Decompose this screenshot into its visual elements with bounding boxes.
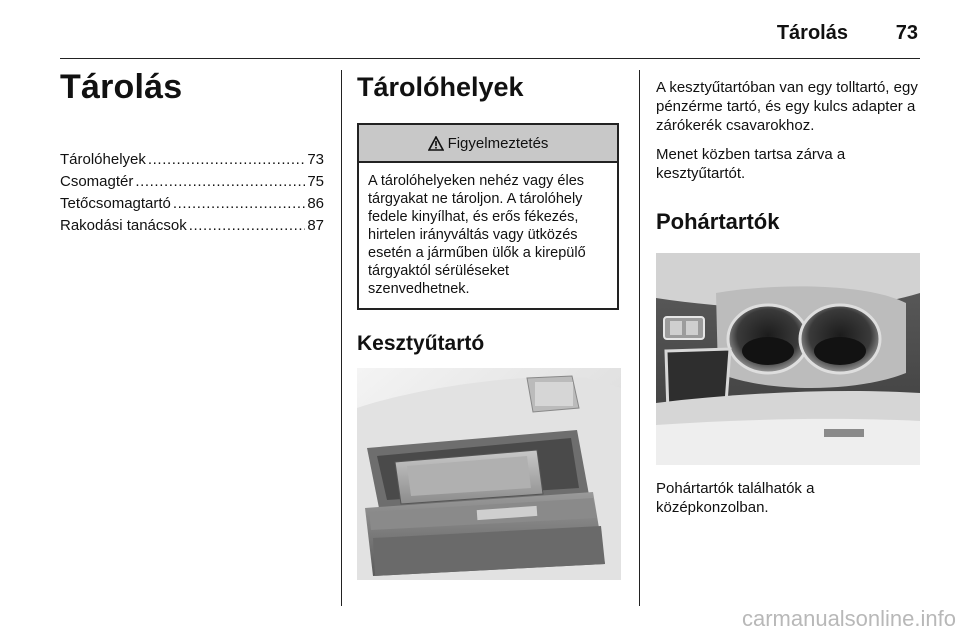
- toc-leader-dots: [135, 171, 305, 193]
- content-column: [656, 78, 920, 527]
- toc-entry-label: Tetőcsomagtartó: [60, 195, 171, 212]
- chapter-title: Tárolás: [60, 68, 183, 106]
- toc-entry-page: 86: [307, 195, 324, 212]
- warning-title: Figyelmeztetés: [447, 134, 549, 152]
- cupholders-photo: [656, 253, 920, 465]
- toc-entry-page: 75: [307, 173, 324, 190]
- glovebox-description: A kesztyűtartóban van egy tolltartó, egy pénzérme tartó, és egy kulcs adapter a zárókerék csavarokhoz.: [656, 79, 918, 134]
- toc-entry-load-compartment[interactable]: [60, 171, 324, 193]
- toc-entry-label: Csomagtér: [60, 173, 134, 190]
- section-title: Tárolóhelyek: [357, 72, 524, 102]
- warning-triangle-icon: [428, 136, 444, 151]
- table-of-contents: [60, 149, 324, 237]
- header-divider: [60, 58, 920, 59]
- toc-entry-page: 73: [307, 151, 324, 168]
- toc-entry-loading-information[interactable]: [60, 215, 324, 237]
- glovebox-title: Kesztyűtartó: [357, 332, 485, 355]
- warning-header: [359, 125, 617, 163]
- toc-entry-label: Tárolóhelyek: [60, 151, 146, 168]
- toc-leader-dots: [189, 215, 306, 237]
- page-header-title: Tárolás: [776, 22, 848, 44]
- page-number: 73: [895, 22, 918, 44]
- warning-text: A tárolóhelyeken nehéz vagy éles tárgyakat ne tároljon. A tárolóhely fedele kinyílhat, és erős fékezés, hirtelen irányváltás vagy ütközés esetén a járműben ülők a kirepülő tárgyaktól sérüléseket szenvedhetnek.: [368, 173, 586, 297]
- glovebox-note: Menet közben tartsa zárva a kesztyűtartót.: [656, 146, 846, 182]
- cupholders-title: Pohártartók: [656, 209, 780, 234]
- toc-leader-dots: [148, 149, 305, 171]
- toc-entry-storage-compartments[interactable]: [60, 149, 324, 171]
- glovebox-photo: [357, 368, 621, 580]
- watermark: carmanualsonline.info: [741, 606, 956, 631]
- chapter-column: [60, 68, 324, 237]
- warning-box: [357, 123, 619, 310]
- toc-entry-page: 87: [307, 217, 324, 234]
- column-divider-1: [341, 70, 342, 606]
- section-column: [357, 72, 623, 580]
- toc-entry-label: Rakodási tanácsok: [60, 217, 187, 234]
- toc-leader-dots: [173, 193, 305, 215]
- column-divider-2: [639, 70, 640, 606]
- cupholders-description: Pohártartók találhatók a középkonzolban.: [656, 480, 815, 516]
- toc-entry-roof-rack[interactable]: [60, 193, 324, 215]
